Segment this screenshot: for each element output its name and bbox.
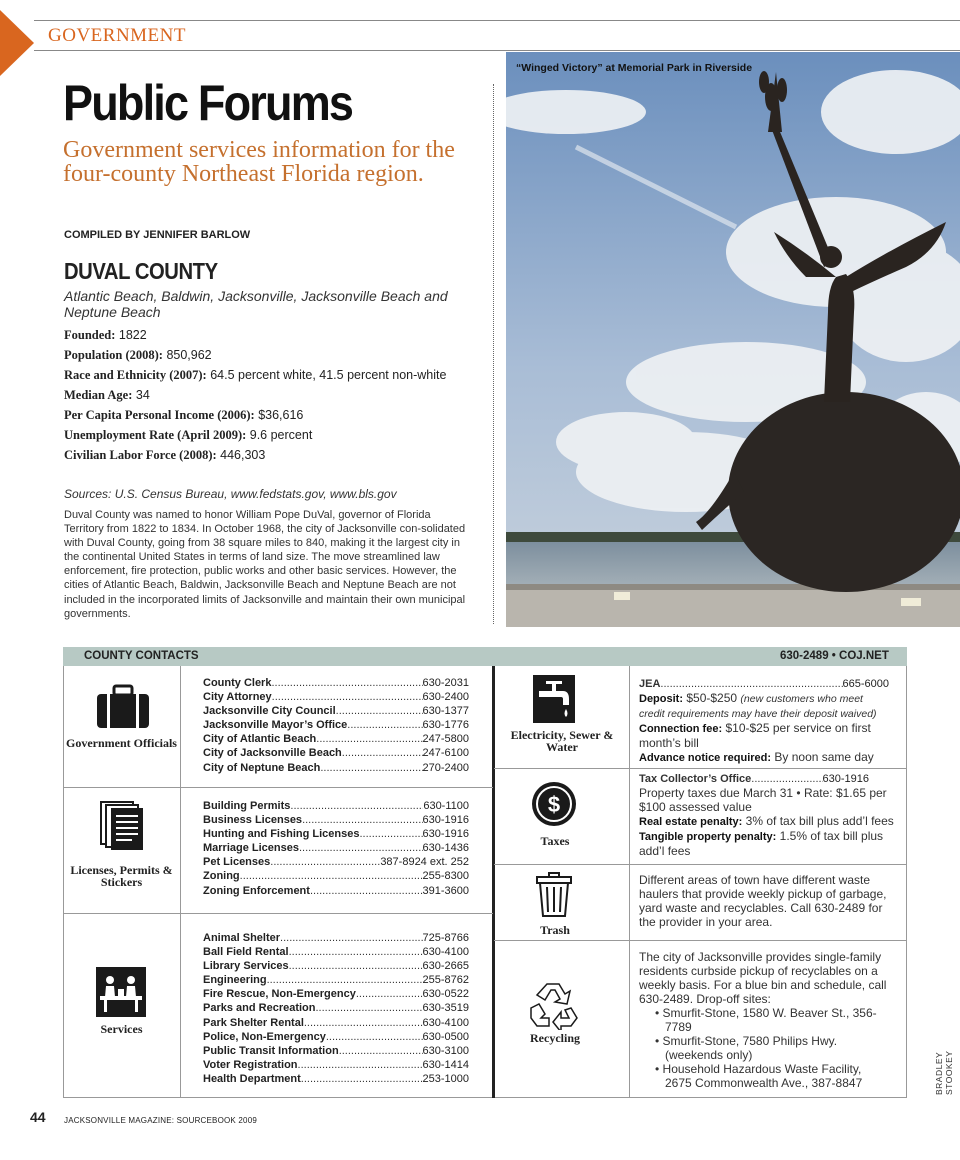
connection-label: Connection fee:: [639, 723, 723, 736]
contact-name: JEA: [639, 678, 661, 690]
list-item: [203, 931, 469, 945]
deposit-line: [639, 691, 889, 721]
contact-name: Building Permits: [203, 800, 291, 812]
contact-phone: 630-1377: [422, 705, 469, 718]
stat-income: [64, 408, 484, 422]
stat-label: Civilian Labor Force (2008):: [64, 448, 217, 462]
list-item: [203, 1001, 469, 1015]
contact-phone: 630-3519: [422, 1002, 469, 1015]
stat-value: 850,962: [166, 348, 212, 362]
leader-dots: [271, 676, 422, 690]
row-divider: [494, 940, 907, 941]
contact-phone: 387-8924 ext. 252: [380, 856, 469, 869]
list-item: [203, 1072, 469, 1086]
recycling-text: The city of Jacksonville provides single-family residents curbside pickup of recyclables on a weekly basis. For a blue bin and schedule, call 630-2489. Drop-off sites:: [639, 950, 887, 1006]
county-paragraph: Duval County was named to honor William Pope DuVal, governor of Florida Territory from 1822 to 1834. In October 1968, the city of Jacksonville con-solidated with Duval County, going from 38 square miles to 840, making it the largest city in the continental United States in terms of land size. The move streamlined law enforcement, fire protection, public works and other basic services. However, the cities of Atlantic Beach, Baldwin, Jacksonville Beach and Neptune Beach are not included in the incorporated limits of Jacksonville and maintain their own municipal governments.: [64, 509, 466, 620]
notice-line: [639, 750, 889, 765]
connection-line: [639, 721, 889, 750]
tangible-line: [639, 829, 894, 858]
stat-population: [64, 348, 484, 362]
publication-name: JACKSONVILLE MAGAZINE: SOURCEBOOK 2009: [64, 1116, 257, 1125]
property-tax-line: Property taxes due March 31 • Rate: $1.65 per $100 assessed value: [639, 786, 887, 815]
leader-dots: [301, 1072, 423, 1086]
contact-phone: 630-2665: [422, 960, 469, 973]
leader-dots: [660, 677, 842, 691]
list-item: [203, 827, 469, 841]
taxes-details: [639, 772, 894, 858]
contact-phone: 630-2031: [422, 677, 469, 689]
list-item: [203, 813, 469, 827]
category-licenses-permits: Licenses, Permits & Stickers: [70, 863, 173, 889]
contact-phone: 247-5800: [422, 733, 469, 746]
contact-name: Zoning: [203, 870, 240, 883]
contact-phone: 630-1776: [422, 719, 469, 732]
list-item: [203, 1058, 469, 1072]
deposit-note: (new customers who meet credit requirements may have their deposit waived): [639, 693, 877, 721]
leader-dots: [320, 761, 422, 775]
photo-credit: BRADLEY STOOKEY: [934, 1050, 954, 1095]
contact-name: Library Services: [203, 960, 289, 973]
stat-founded: [64, 328, 484, 342]
leader-dots: [298, 1058, 423, 1072]
utilities-details: [639, 677, 889, 765]
list-item: [203, 676, 469, 690]
connection-value: $10-$25 per service on first month’s bill: [639, 721, 871, 751]
contact-name: Tax Collector’s Office: [639, 773, 752, 785]
section-label: GOVERNMENT: [48, 25, 186, 46]
list-item: • Household Hazardous Waste Facility, 2675 Commonwealth Ave., 387-8847: [655, 1062, 863, 1090]
contact-name: Hunting and Fishing Licenses: [203, 828, 360, 841]
contact-name: City of Atlantic Beach: [203, 733, 317, 746]
leader-dots: [302, 813, 422, 827]
leader-dots: [290, 799, 423, 813]
leader-dots: [342, 746, 423, 760]
dropoff-list: [639, 1006, 889, 1090]
services-list: [203, 931, 469, 1086]
list-item: [203, 987, 469, 1001]
leader-dots: [304, 1016, 423, 1030]
list-item: • Smurfit-Stone, 7580 Philips Hwy. (weekends only): [655, 1034, 838, 1062]
contact-name: Park Shelter Rental: [203, 1016, 304, 1029]
list-item: [639, 772, 869, 786]
stat-value: 446,303: [220, 448, 266, 462]
stat-label: Founded:: [64, 328, 116, 342]
contact-name: Business Licenses: [203, 814, 303, 827]
faucet-icon: [533, 675, 575, 728]
tangible-value: 1.5% of tax bill plus add’l fees: [639, 829, 884, 859]
contact-phone: 247-6100: [422, 747, 469, 760]
section-corner-tab: [0, 10, 34, 76]
licenses-list: [203, 799, 469, 898]
stat-median-age: [64, 388, 484, 402]
row-divider: [63, 913, 493, 914]
category-recycling: Recycling: [530, 1031, 580, 1045]
leader-dots: [326, 1030, 423, 1044]
contact-name: Pet Licenses: [203, 856, 271, 869]
column-divider: [493, 84, 494, 624]
leader-dots: [310, 884, 423, 898]
contact-name: Health Department: [203, 1072, 301, 1085]
list-item: [203, 732, 469, 746]
contact-name: City of Neptune Beach: [203, 761, 321, 774]
briefcase-icon: [95, 684, 151, 735]
contact-name: City of Jacksonville Beach: [203, 747, 342, 760]
deposit-label: Deposit:: [639, 693, 683, 706]
stat-race: [64, 368, 484, 382]
deposit-value: $50-$250: [686, 691, 738, 706]
contact-phone: 630-1436: [422, 842, 469, 855]
list-item: [203, 855, 469, 869]
category-utilities: Electricity, Sewer & Water: [510, 728, 614, 754]
contact-name: Engineering: [203, 974, 267, 987]
page-title: Public Forums: [63, 75, 353, 131]
category-trash: Trash: [540, 923, 570, 937]
winged-victory-photo: [506, 52, 960, 627]
contact-name: Jacksonville Mayor’s Office: [203, 719, 348, 732]
leader-dots: [240, 869, 423, 883]
list-item: [203, 761, 469, 775]
notice-label: Advance notice required:: [639, 752, 772, 765]
divider: [34, 20, 960, 21]
real-estate-line: [639, 814, 894, 829]
notice-value: By noon same day: [774, 750, 874, 765]
list-item: [203, 884, 469, 898]
contact-name: Marriage Licenses: [203, 842, 299, 855]
government-officials-list: [203, 676, 469, 775]
contact-phone: 255-8300: [422, 870, 469, 883]
sources-note: Sources: U.S. Census Bureau, www.fedstats.gov, www.bls.gov: [64, 487, 397, 501]
contact-phone: 725-8766: [422, 932, 469, 944]
contact-phone: 391-3600: [422, 884, 469, 897]
stat-labor-force: [64, 448, 484, 462]
tangible-label: Tangible property penalty:: [639, 831, 777, 844]
contact-phone: 630-0500: [422, 1030, 469, 1043]
list-item: [203, 746, 469, 760]
stat-value: 64.5 percent white, 41.5 percent non-white: [210, 368, 447, 382]
leader-dots: [336, 704, 423, 718]
recycling-details: [639, 950, 889, 1090]
list-item: [203, 718, 469, 732]
contact-name: City Attorney: [203, 691, 272, 704]
recycle-icon: [527, 980, 579, 1035]
leader-dots: [751, 772, 822, 786]
contact-phone: 255-8762: [422, 974, 469, 987]
svg-text:$: $: [547, 792, 561, 817]
column-divider: [492, 666, 495, 1098]
trash-can-icon: [535, 872, 573, 923]
list-item: [203, 973, 469, 987]
leader-dots: [339, 1044, 423, 1058]
contact-name: Voter Registration: [203, 1058, 298, 1071]
contact-phone: 270-2400: [422, 761, 469, 774]
page-subtitle: Government services information for the four-county Northeast Florida region.: [63, 137, 455, 187]
list-item: [203, 959, 469, 973]
stat-label: Unemployment Rate (April 2009):: [64, 428, 247, 442]
list-item: [203, 869, 469, 883]
contact-phone: 630-1916: [422, 814, 469, 827]
contact-phone: 630-0522: [422, 988, 469, 1001]
stat-label: Race and Ethnicity (2007):: [64, 368, 207, 382]
list-item: [203, 1044, 469, 1058]
county-heading: DUVAL COUNTY: [64, 258, 218, 284]
category-taxes: Taxes: [540, 834, 570, 848]
list-item: [203, 799, 469, 813]
contact-phone: 665-6000: [842, 678, 889, 690]
row-divider: [494, 864, 907, 865]
leader-dots: [267, 973, 423, 987]
list-item: [639, 677, 889, 691]
contact-name: Ball Field Rental: [203, 946, 289, 959]
leader-dots: [359, 827, 422, 841]
contact-phone: 630-1100: [423, 800, 469, 812]
contact-name: Parks and Recreation: [203, 1002, 316, 1015]
contact-phone: 630-2400: [422, 691, 469, 704]
list-item: [203, 704, 469, 718]
category-services: Services: [100, 1022, 143, 1036]
list-item: [203, 1030, 469, 1044]
county-towns: Atlantic Beach, Baldwin, Jacksonville, Jacksonville Beach and Neptune Beach: [64, 288, 448, 320]
leader-dots: [316, 732, 422, 746]
stat-value: 34: [135, 388, 150, 402]
row-divider: [494, 768, 907, 769]
divider: [34, 50, 960, 51]
leader-dots: [270, 855, 380, 869]
leader-dots: [299, 841, 423, 855]
stat-value: $36,616: [258, 408, 304, 422]
leader-dots: [356, 987, 423, 1001]
row-divider: [63, 787, 493, 788]
real-estate-label: Real estate penalty:: [639, 816, 743, 829]
stat-value: 9.6 percent: [249, 428, 313, 442]
contacts-header-phone: 630-2489 • COJ.NET: [780, 650, 889, 662]
contact-phone: 630-1916: [822, 773, 869, 785]
service-desk-icon: [96, 967, 146, 1022]
contact-name: Animal Shelter: [203, 932, 281, 944]
list-item: [203, 841, 469, 855]
contact-phone: 630-1916: [422, 828, 469, 841]
photo-caption: “Winged Victory” at Memorial Park in Riverside: [516, 62, 753, 74]
contact-phone: 630-4100: [422, 1016, 469, 1029]
category-government-officials: Government Officials: [66, 736, 177, 750]
documents-icon: [99, 800, 145, 857]
contact-name: Police, Non-Emergency: [203, 1030, 326, 1043]
county-stats: [64, 328, 484, 468]
contact-phone: 630-3100: [422, 1044, 469, 1057]
leader-dots: [289, 959, 423, 973]
contact-phone: 630-1414: [422, 1058, 469, 1071]
byline: COMPILED BY JENNIFER BARLOW: [64, 229, 251, 241]
contact-name: Fire Rescue, Non-Emergency: [203, 988, 356, 1001]
page-number: 44: [30, 1109, 46, 1125]
list-item: • Smurfit-Stone, 1580 W. Beaver St., 356-7789: [655, 1006, 877, 1034]
list-item: [203, 945, 469, 959]
list-item: [203, 1016, 469, 1030]
contact-name: Public Transit Information: [203, 1044, 339, 1057]
contact-name: County Clerk: [203, 677, 272, 689]
contact-phone: 253-1000: [422, 1072, 469, 1085]
stat-label: Population (2008):: [64, 348, 163, 362]
leader-dots: [280, 931, 422, 945]
stat-label: Per Capita Personal Income (2006):: [64, 408, 255, 422]
leader-dots: [272, 690, 423, 704]
contacts-header-title: COUNTY CONTACTS: [84, 650, 199, 662]
column-divider: [180, 666, 181, 1098]
column-divider: [629, 666, 630, 1098]
contact-phone: 630-4100: [422, 946, 469, 959]
dollar-icon: [531, 781, 577, 832]
real-estate-value: 3% of tax bill plus add’l fees: [745, 814, 894, 829]
stat-unemployment: [64, 428, 484, 442]
trash-details: Different areas of town have different waste haulers that provide weekly pickup of garbage, yard waste and recyclables. Call 630-2489 for the provider in your area.: [639, 873, 887, 929]
contact-name: Zoning Enforcement: [203, 884, 310, 897]
leader-dots: [316, 1001, 423, 1015]
leader-dots: [347, 718, 422, 732]
contact-name: Jacksonville City Council: [203, 705, 336, 718]
leader-dots: [289, 945, 423, 959]
stat-label: Median Age:: [64, 388, 133, 402]
stat-value: 1822: [118, 328, 147, 342]
list-item: [203, 690, 469, 704]
statue-image: [506, 52, 960, 627]
